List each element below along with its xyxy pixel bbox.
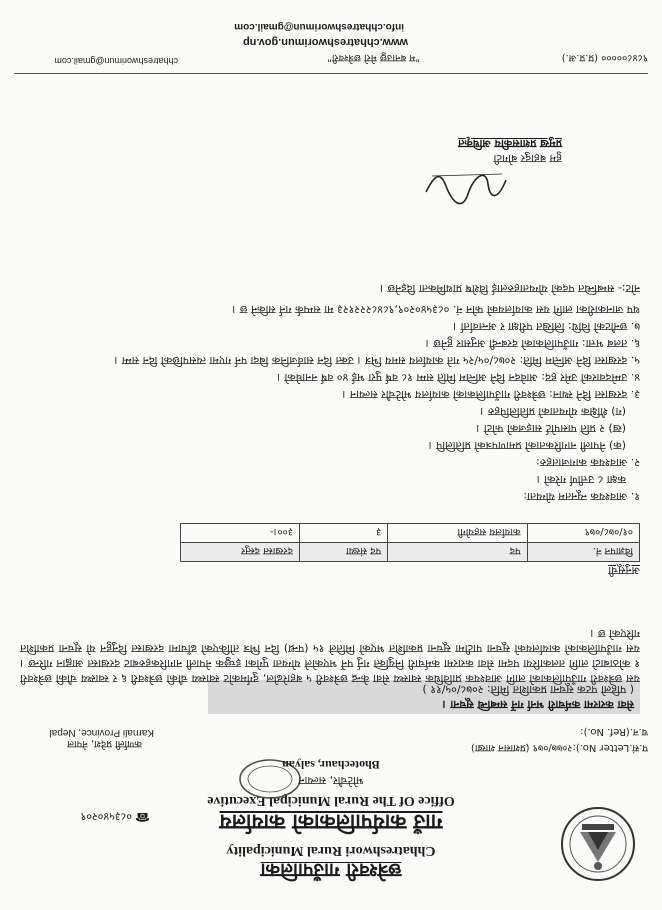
publish-date: ( पहिलो पटक सूचना प्रकाशित मिति: २०७८/०५/११ ) — [422, 683, 634, 696]
office-name-english: Office Of The Rural Municipal Executive — [207, 793, 455, 808]
list-item: ४. उम्मेदवारको उमेर हद: आवेदन दिने अन्तिम मिति सम्म १८ वर्ष पुरा भई ४० वर्ष ननाघेको । — [276, 371, 640, 384]
list-item: (ख) २ प्रति पासपोर्ट साइजको फोटो । — [476, 422, 626, 435]
table-row — [181, 524, 640, 543]
list-item: (ग) शैक्षिक योग्यताको प्रतिलिपिहरु । — [480, 405, 626, 418]
table-header-row — [181, 543, 640, 562]
column-header: पद — [388, 543, 527, 562]
office-phone: ०८३५४०२०९ — [80, 810, 132, 823]
requirements-list — [20, 279, 640, 504]
province-nepali: कर्णाली प्रदेश, नेपाल — [67, 738, 142, 749]
notice-body: यस छत्रेश्वरी गाउँपालिकाको लागि आवश्यक प्राविधिक स्वास्थ्य सेवा केन्द्र छत्रेश्वरी ५ बहारेढोल, दुर्गमकोट स्वास्थ्य चौकी छत्रेश्वरी ६ र स्वास्थ्य चौकी छत्रेश्वरी १ कोठाबाटो लागि तलकारिया पदमा सेवा करारमा कर्मचारी नियुक्ति गर्नु पर्ने भएकोले योग्यता पुगेका इच्छुक नेपाली नागरिकहरुबाट दरखास्त आह्वान गरिन्छ । यस गाउँपालिकाको कार्यालयको सूचना पाटीमा सूचना प्रकाशित भएको मितिले १५ (पन्ध्र) दिन भित्र तोकिएको ढाँचामा दरखास्त दिनुहुन यो सूचना प्रकाशित गरिएको छ । — [20, 627, 640, 685]
list-item: २. आवश्यक कागजातहरु: — [536, 456, 640, 469]
table-cell: ३००।- — [181, 524, 300, 543]
office-name-nepali: गाउँ कार्यपालिकाको कार्यालय — [219, 810, 443, 834]
nepal-emblem-icon — [558, 804, 638, 884]
footer-email: chhatreshworimun@gmail.com — [54, 56, 178, 66]
municipality-name-english: Chhatreshwori Rural Municipality — [226, 843, 436, 858]
phone-icon: ☎ — [135, 810, 150, 824]
table-cell: ३ — [299, 524, 387, 543]
list-item: (क) नेपाली नागरिकताको प्रमाणपत्रको प्रतिलिपि । — [428, 439, 626, 452]
column-header: पद संख्या — [299, 543, 387, 562]
signatory-name: हुम बहादुर बोगटी — [493, 152, 562, 165]
municipality-name-nepali: छत्रेश्वरी गाउँपालिका — [260, 859, 402, 881]
letter-number: प.सं.Letter No.):२०७७/०७९ (प्रशासन शाखा) — [471, 742, 648, 753]
column-header: दरखास्त दस्तुर — [181, 543, 300, 562]
province-english: Karnali Province, Nepal — [49, 727, 154, 738]
list-item: ५. दरखास्त दिने अन्तिम मिति: २०७८/०५/२५ गते कार्यालय समय भित्र । उक्त दिन सार्वजनिक बिदा पर्न गएमा त्यसपछिको दिन सम्म । — [114, 354, 640, 367]
table-cell: ०१/०७८/०७९ — [527, 524, 639, 543]
list-item: थप जानकारीका लागि यस कार्यालयको फोन नं. ०८३५४०२०९,९८४८२२२१२३ मा सम्पर्क गर्न सकिने छ । — [232, 303, 640, 316]
footer-website: www.chhatreshworimun.gov.np — [242, 36, 408, 48]
list-item: ७. छनौटको विधि: लिखित परीक्षा र अन्तर्वार्ता । — [452, 320, 640, 333]
footer-slogan: "म बनाउछु मेरो छत्रेश्वरी" — [327, 52, 420, 63]
annex-label: अनुसूची — [608, 564, 640, 577]
table-cell: कार्यालय सहयोगी — [388, 524, 527, 543]
column-header: विज्ञापन नं. — [527, 543, 639, 562]
vacancy-table — [180, 523, 640, 562]
list-item: ६. तलब भत्ता: गाउँपालिकाको दरबन्दी अनुसार हुनेछ । — [425, 337, 640, 350]
note-text: नोट:- सम्बन्धित पदको योग्यताहरुलाई विशेष प्राथमिकता दिइनेछ । — [379, 282, 640, 295]
signature-icon — [422, 170, 512, 206]
footer-divider — [14, 73, 648, 74]
list-item: कक्षा ८ उत्तीर्ण गरेको । — [536, 473, 626, 486]
footer-phone: ९८४८००००० (प्र.प्र.अ.) — [561, 52, 648, 63]
subject-text: सेवा करारमा कर्मचारी भर्ना गर्ने सम्बन्धि सूचना । — [442, 698, 634, 711]
list-item: ३. दरखास्त दिने स्थान: छत्रेश्वरी गाउँपालिकाको कार्यालय भोटेचौर सल्यान । — [342, 388, 640, 401]
reference-number: च.न.(Ref. No.): — [580, 726, 648, 737]
footer-email-info: info.chhatreshworimun@gmail.com — [234, 21, 404, 32]
signatory-block — [422, 136, 562, 166]
list-item: १. आवश्यक न्यूनतम योग्यता: — [523, 490, 640, 503]
office-address-english: Bhotechaur, salyan — [282, 758, 380, 772]
signatory-title: प्रमुख प्रशासकीय अधिकृत — [458, 137, 562, 150]
office-address-nepali: भोटेचौर, सल्यान — [298, 774, 364, 787]
